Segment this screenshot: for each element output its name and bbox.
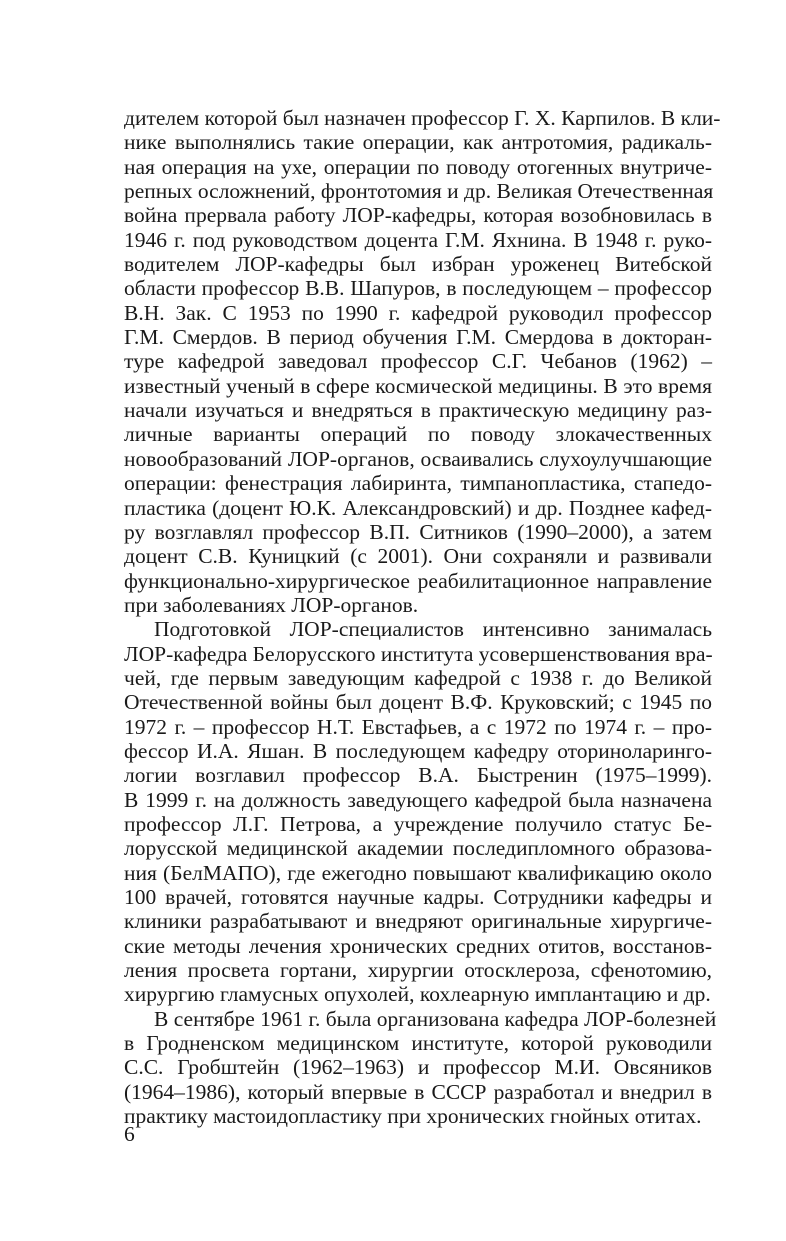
text-line: репных осложнений, фронтотомия и др. Великая Отечественная <box>124 179 714 204</box>
text-line: функционально-хирургическое реабилитационное направление <box>124 568 712 593</box>
text-line: ная операция на ухе, операции по поводу отогенных внутриче- <box>124 154 712 179</box>
text-line: В 1999 г. на должность заведующего кафедрой была назначена <box>124 787 712 812</box>
text-line: 1972 г. – профессор Н.Т. Евстафьев, а с 1972 по 1974 г. – про- <box>124 714 712 739</box>
paragraph-2 <box>124 617 712 1007</box>
text-line: ру возглавлял профессор В.П. Ситников (1990–2000), а затем <box>124 519 712 544</box>
text-line: ЛОР-кафедра Белорусского института усовершенствования вра- <box>124 641 713 666</box>
page-number: 6 <box>124 1122 135 1146</box>
text-line: начали изучаться и внедряться в практическую медицину раз- <box>124 398 712 423</box>
text-line: профессор Л.Г. Петрова, а учреждение получило статус Бе- <box>124 811 712 836</box>
text-line: области профессор В.В. Шапуров, в последующем – профессор <box>124 276 712 301</box>
text-line: В сентябре 1961 г. была организована кафедра ЛОР-болезней <box>154 1006 717 1031</box>
text-line: клиники разрабатывают и внедряют оригинальные хирургиче- <box>124 909 712 934</box>
text-line: пластика (доцент Ю.К. Александровский) и др. Позднее кафед- <box>124 495 712 520</box>
paragraph-3 <box>124 1006 717 1129</box>
text-line: логии возглавил профессор В.А. Быстренин (1975–1999). <box>124 763 712 788</box>
text-line: 100 врачей, готовятся научные кадры. Сотрудники кафедры и <box>124 885 712 909</box>
text-line: практику мастоидопластику при хронических гнойных отитах. <box>124 1104 702 1129</box>
text-line: доцент С.В. Куницкий (с 2001). Они сохраняли и развивали <box>124 544 712 569</box>
text-line: при заболеваниях ЛОР-органов. <box>124 592 419 617</box>
text-line: лорусской медицинской академии последипломного образова- <box>124 836 712 861</box>
text-line: ские методы лечения хронических средних отитов, восстанов- <box>124 933 712 958</box>
text-line: Подготовкой ЛОР-специалистов интенсивно занималась <box>154 617 712 642</box>
paragraph-1 <box>124 106 721 617</box>
text-line: операции: фенестрация лабиринта, тимпанопластика, стапедо- <box>124 471 712 496</box>
text-line: чей, где первым заведующим кафедрой с 1938 г. до Великой <box>124 665 712 690</box>
text-line: личные варианты операций по поводу злокачественных <box>124 422 712 447</box>
text-line: С.С. Гробштейн (1962–1963) и профессор М.И. Овсяников <box>124 1055 712 1080</box>
text-line: фессор И.А. Яшан. В последующем кафедру оториноларинго- <box>124 738 712 763</box>
text-line: война прервала работу ЛОР-кафедры, которая возобновилась в <box>124 203 712 228</box>
text-line: в Гродненском медицинском институте, которой руководили <box>124 1031 712 1056</box>
text-line: ния (БелМАПО), где ежегодно повышают квалификацию около <box>124 860 712 885</box>
text-line: Г.М. Смердов. В период обучения Г.М. Смердова в докторан- <box>124 325 712 350</box>
text-line: известный ученый в сфере космической медицины. В это время <box>124 373 712 398</box>
text-line: Отечественной войны был доцент В.Ф. Круковский; с 1945 по <box>124 690 712 715</box>
text-line: 1946 г. под руководством доцента Г.М. Яхнина. В 1948 г. руко- <box>124 227 712 252</box>
body-text <box>124 106 721 1129</box>
text-line: дителем которой был назначен профессор Г. Х. Карпилов. В кли- <box>124 106 721 130</box>
text-line: (1964–1986), который впервые в СССР разработал и внедрил в <box>124 1079 712 1104</box>
text-line: хирургию гламусных опухолей, кохлеарную имплантацию и др. <box>124 982 711 1007</box>
text-line: водителем ЛОР-кафедры был избран уроженец Витебской <box>124 252 712 277</box>
text-line: В.Н. Зак. С 1953 по 1990 г. кафедрой руководил профессор <box>124 300 712 325</box>
text-line: туре кафедрой заведовал профессор С.Г. Чебанов (1962) – <box>124 349 712 374</box>
text-line: ления просвета гортани, хирургии отосклероза, сфенотомию, <box>124 958 712 983</box>
text-line: нике выполнялись такие операции, как антротомия, радикаль- <box>124 130 712 155</box>
text-line: новообразований ЛОР-органов, осваивались слухоулучшающие <box>124 446 712 471</box>
